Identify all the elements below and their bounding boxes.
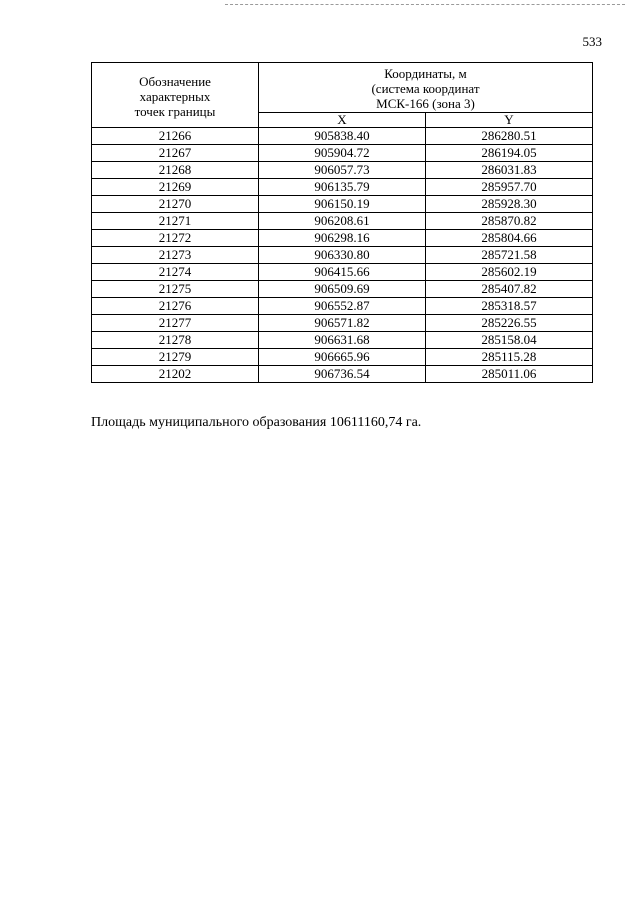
cell-x: 906665.96 <box>259 349 426 366</box>
header-point-line1: Обозначение <box>139 73 211 89</box>
cell-y: 285957.70 <box>426 179 593 196</box>
cell-y: 285115.28 <box>426 349 593 366</box>
cell-y: 285804.66 <box>426 230 593 247</box>
cell-x: 906330.80 <box>259 247 426 264</box>
cell-x: 906135.79 <box>259 179 426 196</box>
header-x: X <box>259 113 426 128</box>
table-row <box>92 332 593 349</box>
cell-x: 906208.61 <box>259 213 426 230</box>
cell-y: 285318.57 <box>426 298 593 315</box>
table-row <box>92 315 593 332</box>
cell-x: 906736.54 <box>259 366 426 383</box>
municipal-area-text: Площадь муниципального образования 10611160,74 га. <box>91 415 422 430</box>
cell-x: 906298.16 <box>259 230 426 247</box>
header-coordinates <box>259 63 593 113</box>
table-body <box>92 128 593 383</box>
cell-x: 906057.73 <box>259 162 426 179</box>
table-row <box>92 298 593 315</box>
cell-point: 21275 <box>92 281 259 298</box>
cell-point: 21202 <box>92 366 259 383</box>
cell-y: 285870.82 <box>426 213 593 230</box>
cell-x: 905904.72 <box>259 145 426 162</box>
table-row <box>92 179 593 196</box>
cell-x: 906415.66 <box>259 264 426 281</box>
cell-y: 286194.05 <box>426 145 593 162</box>
table-row <box>92 247 593 264</box>
cell-point: 21267 <box>92 145 259 162</box>
cell-point: 21268 <box>92 162 259 179</box>
cell-point: 21272 <box>92 230 259 247</box>
table-row <box>92 366 593 383</box>
header-point-line3: точек границы <box>134 103 216 119</box>
cell-point: 21273 <box>92 247 259 264</box>
page-number: 533 <box>582 34 602 49</box>
cell-point: 21277 <box>92 315 259 332</box>
cell-x: 906150.19 <box>259 196 426 213</box>
header-coords-line1: Координаты, м <box>384 65 467 81</box>
table-row <box>92 264 593 281</box>
table-row <box>92 128 593 145</box>
table-row <box>92 281 593 298</box>
cell-x: 906509.69 <box>259 281 426 298</box>
cell-y: 285721.58 <box>426 247 593 264</box>
table-row <box>92 230 593 247</box>
cell-y: 286031.83 <box>426 162 593 179</box>
cell-point: 21278 <box>92 332 259 349</box>
scan-top-edge-line <box>225 4 625 5</box>
table-row <box>92 213 593 230</box>
table-row <box>92 145 593 162</box>
header-coords-line3: МСК-166 (зона 3) <box>376 95 475 111</box>
header-point-designation <box>92 63 259 128</box>
cell-y: 285602.19 <box>426 264 593 281</box>
cell-y: 285928.30 <box>426 196 593 213</box>
cell-point: 21279 <box>92 349 259 366</box>
cell-x: 906571.82 <box>259 315 426 332</box>
table-row <box>92 162 593 179</box>
cell-x: 906552.87 <box>259 298 426 315</box>
table-row <box>92 196 593 213</box>
cell-point: 21274 <box>92 264 259 281</box>
table-header-row <box>92 63 593 113</box>
cell-point: 21269 <box>92 179 259 196</box>
cell-point: 21270 <box>92 196 259 213</box>
cell-y: 285158.04 <box>426 332 593 349</box>
table-row <box>92 349 593 366</box>
cell-y: 285407.82 <box>426 281 593 298</box>
header-point-line2: характерных <box>139 88 211 104</box>
cell-y: 285011.06 <box>426 366 593 383</box>
cell-y: 285226.55 <box>426 315 593 332</box>
cell-point: 21271 <box>92 213 259 230</box>
header-y: Y <box>426 113 593 128</box>
cell-point: 21266 <box>92 128 259 145</box>
cell-x: 906631.68 <box>259 332 426 349</box>
cell-y: 286280.51 <box>426 128 593 145</box>
coordinates-table <box>91 62 593 383</box>
header-coords-line2: (система координат <box>371 80 480 96</box>
cell-point: 21276 <box>92 298 259 315</box>
cell-x: 905838.40 <box>259 128 426 145</box>
